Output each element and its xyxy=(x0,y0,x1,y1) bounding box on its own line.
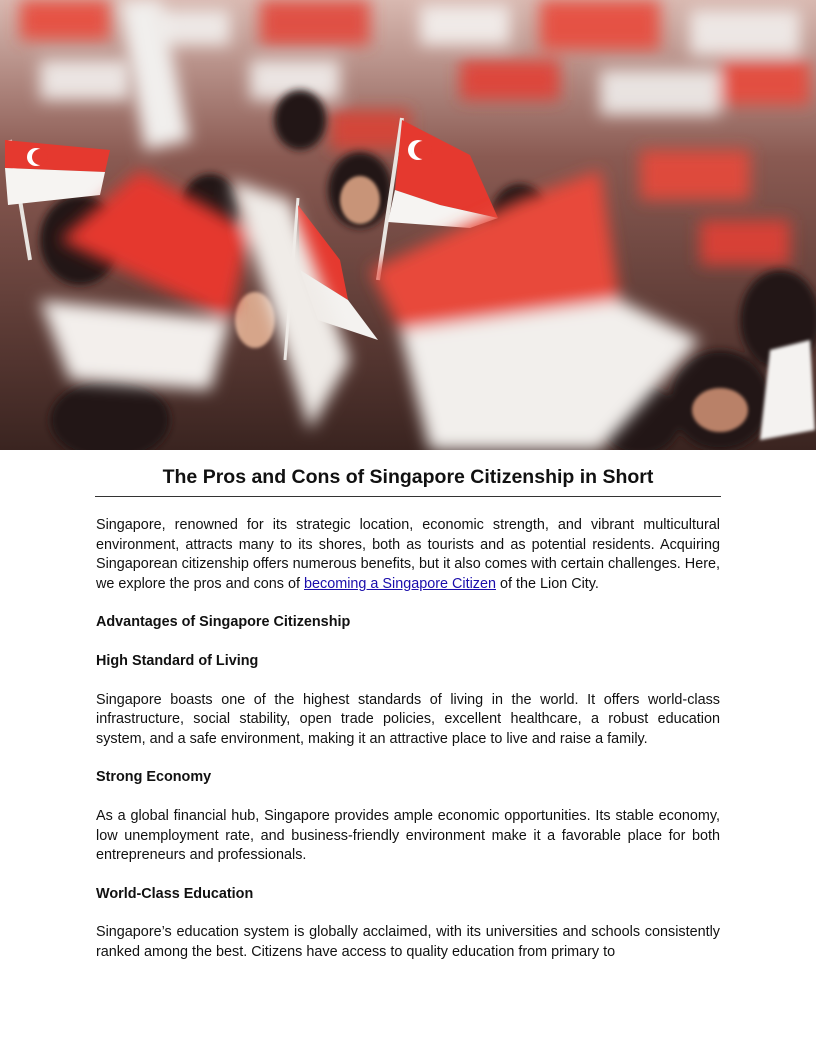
living-heading: High Standard of Living xyxy=(96,652,259,669)
education-heading: World-Class Education xyxy=(96,885,254,902)
intro-paragraph: Singapore, renowned for its strategic location, economic strength, and vibrant multicultural environment, attracts many to its shores, both as tourists and as potential residents. Acquiring Singaporean citizenship offers numerous benefits, but it also comes with certain challenges. Here, we explore the pros and cons of becoming a Singapore Citizen of the Lion City. xyxy=(96,517,720,592)
article-body xyxy=(96,516,720,982)
economy-heading: Strong Economy xyxy=(96,769,212,786)
page-title: The Pros and Cons of Singapore Citizenship in Short xyxy=(162,466,654,488)
economy-paragraph: As a global financial hub, Singapore provides ample economic opportunities. Its stable economy, low unemployment rate, and business-friendly environment make it a favorable place for both entrepreneurs and professionals. xyxy=(96,807,720,864)
education-paragraph: Singapore’s education system is globally acclaimed, with its universities and schools consistently ranked among the best. Citizens have access to quality education from primary to xyxy=(96,924,720,960)
living-paragraph: Singapore boasts one of the highest standards of living in the world. It offers world-class infrastructure, social stability, open trade policies, excellent healthcare, a robust education system, and a safe environment, making it an attractive place to live and raise a family. xyxy=(96,691,720,747)
hero-photo xyxy=(0,0,816,450)
title-divider xyxy=(95,496,721,497)
advantages-heading: Advantages of Singapore Citizenship xyxy=(96,614,351,631)
citizenship-link[interactable]: becoming a Singapore Citizen xyxy=(304,575,496,592)
crowd-flags-illustration xyxy=(0,0,816,450)
